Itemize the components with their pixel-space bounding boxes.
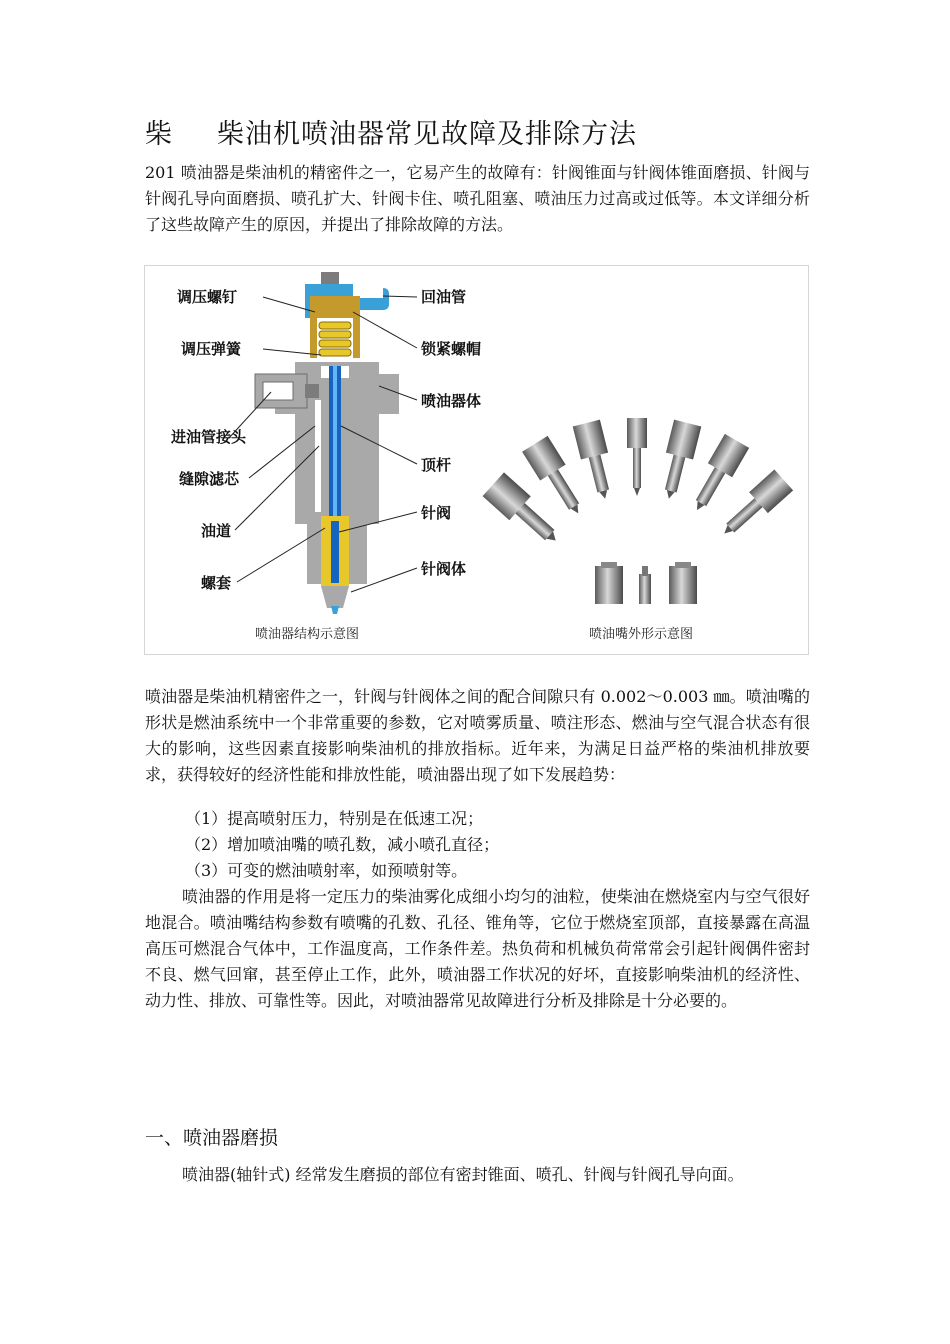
nozzle-shapes	[483, 418, 794, 604]
title-char: 柴	[145, 119, 173, 150]
list-item-1: （1）提高喷射压力，特别是在低速工况；	[185, 809, 484, 828]
intro-paragraph: 201 喷油器是柴油机的精密件之一，它易产生的故障有：针阀锥面与针阀体锥面磨损、针阀与针阀孔导向面磨损、喷孔扩大、针阀卡住、喷孔阻塞、喷油压力过高或过低等。本文详细分析了这些故障产生的原因，并提出了排除故障的方法。	[145, 163, 810, 234]
caption-nozzle: 喷油嘴外形示意图	[589, 627, 694, 642]
section-heading-1: 一、喷油器磨损	[145, 1127, 279, 1149]
label-return-pipe: 回油管	[421, 288, 467, 306]
list-item-2: （2）增加喷油嘴的喷孔数，减小喷孔直径；	[185, 835, 500, 854]
page-title	[145, 112, 637, 151]
body-paragraph-2: 喷油器的作用是将一定压力的柴油雾化成细小均匀的油粒，使柴油在燃烧室内与空气很好地混合。喷油嘴结构参数有喷嘴的孔数、孔径、锥角等，它位于燃烧室顶部，直接暴露在高温高压可燃混合气体中，工作温度高，工作条件差。热负荷和机械负荷常常会引起针阀偶件密封不良、燃气回窜，甚至停止工作，此外，喷油器工作状况的好坏，直接影响柴油机的经济性、动力性、排放、可靠性等。因此，对喷油器常见故障进行分析及排除是十分必要的。	[145, 887, 810, 1010]
label-screw-sleeve: 螺套	[201, 574, 232, 592]
label-gap-filter: 缝隙滤芯	[179, 470, 240, 488]
section-1-paragraph: 喷油器(轴针式) 经常发生磨损的部位有密封锥面、喷孔、针阀与针阀孔导向面。	[182, 1165, 744, 1184]
injector-cross-section	[255, 272, 399, 614]
label-inlet-connector: 进油管接头	[171, 428, 247, 446]
label-adjusting-spring: 调压弹簧	[181, 340, 242, 358]
body-paragraph-1: 喷油器是柴油机精密件之一，针阀与针阀体之间的配合间隙只有 0.002～0.003 ㎜。喷油嘴的形状是燃油系统中一个非常重要的参数，它对喷雾质量、喷注形态、燃油与空气混合状态有很大的影响，这些因素直接影响柴油机的排放指标。近年来，为满足日益严格的柴油机排放要求，获得较好的经济性能和排放性能，喷油器出现了如下发展趋势：	[145, 687, 810, 784]
list-item-3: （3）可变的燃油喷射率，如预喷射等。	[185, 861, 468, 880]
title-text: 柴油机喷油器常见故障及排除方法	[217, 119, 637, 150]
injector-figure	[144, 265, 809, 655]
label-injector-body: 喷油器体	[421, 392, 482, 410]
label-needle-valve-body: 针阀体	[421, 560, 467, 578]
label-adjusting-screw: 调压螺钉	[177, 288, 238, 306]
injector-diagram	[145, 266, 808, 654]
caption-structure: 喷油器结构示意图	[255, 627, 360, 642]
label-needle-valve: 针阀	[421, 504, 452, 522]
label-lock-nut: 锁紧螺帽	[421, 340, 482, 358]
label-oil-passage: 油道	[201, 522, 232, 540]
label-push-rod: 顶杆	[421, 456, 452, 474]
